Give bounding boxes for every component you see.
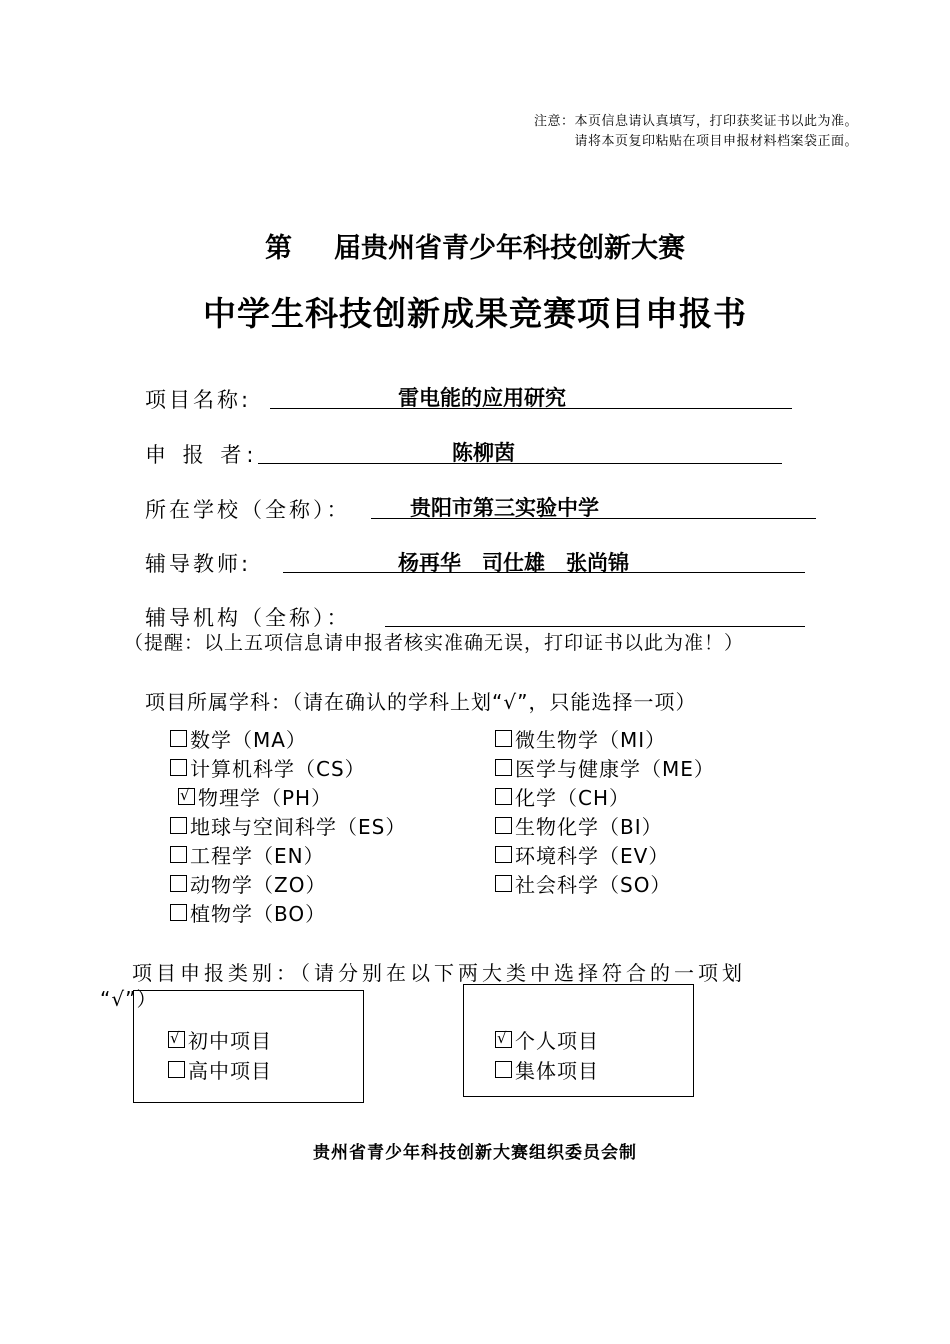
subject-option-en[interactable] [170,840,406,869]
reminder-text: （提醒：以上五项信息请申报者核实准确无误，打印证书以此为准！） [124,632,745,654]
school-value[interactable]: 贵阳市第三实验中学 [410,496,599,520]
option-label: 植物学（BO） [190,902,327,926]
option-label: 社会科学（SO） [515,873,672,897]
institution-label: 辅导机构（全称）： [145,606,351,630]
option-label: 初中项目 [188,1028,272,1053]
subject-option-ph[interactable] [178,782,406,811]
checkbox[interactable] [170,875,187,892]
checkbox[interactable] [170,759,187,776]
subject-option-so[interactable] [495,869,715,898]
subject-option-bi[interactable] [495,811,715,840]
subject-option-mi[interactable] [495,724,715,753]
checkbox[interactable] [495,759,512,776]
level-option-senior[interactable] [168,1054,272,1084]
option-label: 动物学（ZO） [190,873,327,897]
project-name-label: 项目名称: [145,388,252,412]
checkbox-checked[interactable] [495,1031,512,1048]
school-label: 所在学校（全称）： [145,498,351,522]
type-option-individual[interactable] [495,1024,599,1054]
subject-option-me[interactable] [495,753,715,782]
checkbox[interactable] [495,846,512,863]
subject-option-zo[interactable] [170,869,406,898]
checkbox[interactable] [495,875,512,892]
option-label: 集体项目 [515,1058,599,1083]
subject-option-ma[interactable] [170,724,406,753]
subject-option-bo[interactable] [170,898,406,927]
option-label: 地球与空间科学（ES） [190,815,407,839]
competition-title [0,226,950,265]
checkbox[interactable] [170,846,187,863]
option-label: 工程学（EN） [190,844,325,868]
option-label: 个人项目 [515,1028,599,1053]
issuer-footer: 贵州省青少年科技创新大赛组织委员会制 [313,1143,637,1163]
checkbox[interactable] [170,730,187,747]
checkbox-checked[interactable] [168,1031,185,1048]
checkbox-checked[interactable] [178,788,195,805]
subject-option-cs[interactable] [170,753,406,782]
subjects-left-column [170,724,406,927]
checkbox[interactable] [495,730,512,747]
checkbox[interactable] [495,788,512,805]
category-heading-line-1: 项目申报类别：（请分别在以下两大类中选择符合的一项划 [132,961,746,985]
teachers-value[interactable]: 杨再华 司仕雄 张尚锦 [398,551,629,575]
type-option-team[interactable] [495,1054,599,1084]
applicant-value[interactable]: 陈柳茵 [452,441,515,465]
level-option-junior[interactable] [168,1024,272,1054]
option-label: 计算机科学（CS） [190,757,366,781]
notice-line-1: 注意：本页信息请认真填写，打印获奖证书以此为准。 [533,114,858,129]
project-name-value[interactable]: 雷电能的应用研究 [398,386,566,410]
notice-line-2: 请将本页复印粘贴在项目申报材料档案袋正面。 [574,134,858,149]
option-label: 微生物学（MI） [515,728,667,752]
option-label: 化学（CH） [515,786,631,810]
subjects-heading: 项目所属学科：（请在确认的学科上划“√”，只能选择一项） [145,690,697,714]
option-label: 生物化学（BI） [515,815,663,839]
subject-option-ch[interactable] [495,782,715,811]
checkbox[interactable] [170,904,187,921]
page-title: 中学生科技创新成果竞赛项目申报书 [203,294,747,333]
institution-line [385,626,805,627]
option-label: 数学（MA） [190,728,307,752]
option-label: 高中项目 [188,1058,272,1083]
type-options [495,1024,599,1084]
option-label: 环境科学（EV） [515,844,670,868]
applicant-line [258,463,782,464]
teachers-label: 辅导教师: [145,552,252,576]
level-options [168,1024,272,1084]
category-heading-line-2: “√”） [100,987,158,1011]
subject-option-ev[interactable] [495,840,715,869]
applicant-label: 申 报 者: [145,443,259,467]
checkbox[interactable] [495,1061,512,1078]
checkbox[interactable] [495,817,512,834]
subjects-right-column [495,724,715,898]
title-rest: 届贵州省青少年科技创新大赛 [334,233,685,264]
checkbox[interactable] [168,1061,185,1078]
title-prefix: 第 [265,233,292,264]
checkbox[interactable] [170,817,187,834]
option-label: 医学与健康学（ME） [515,757,715,781]
option-label: 物理学（PH） [198,786,333,810]
subject-option-es[interactable] [170,811,406,840]
